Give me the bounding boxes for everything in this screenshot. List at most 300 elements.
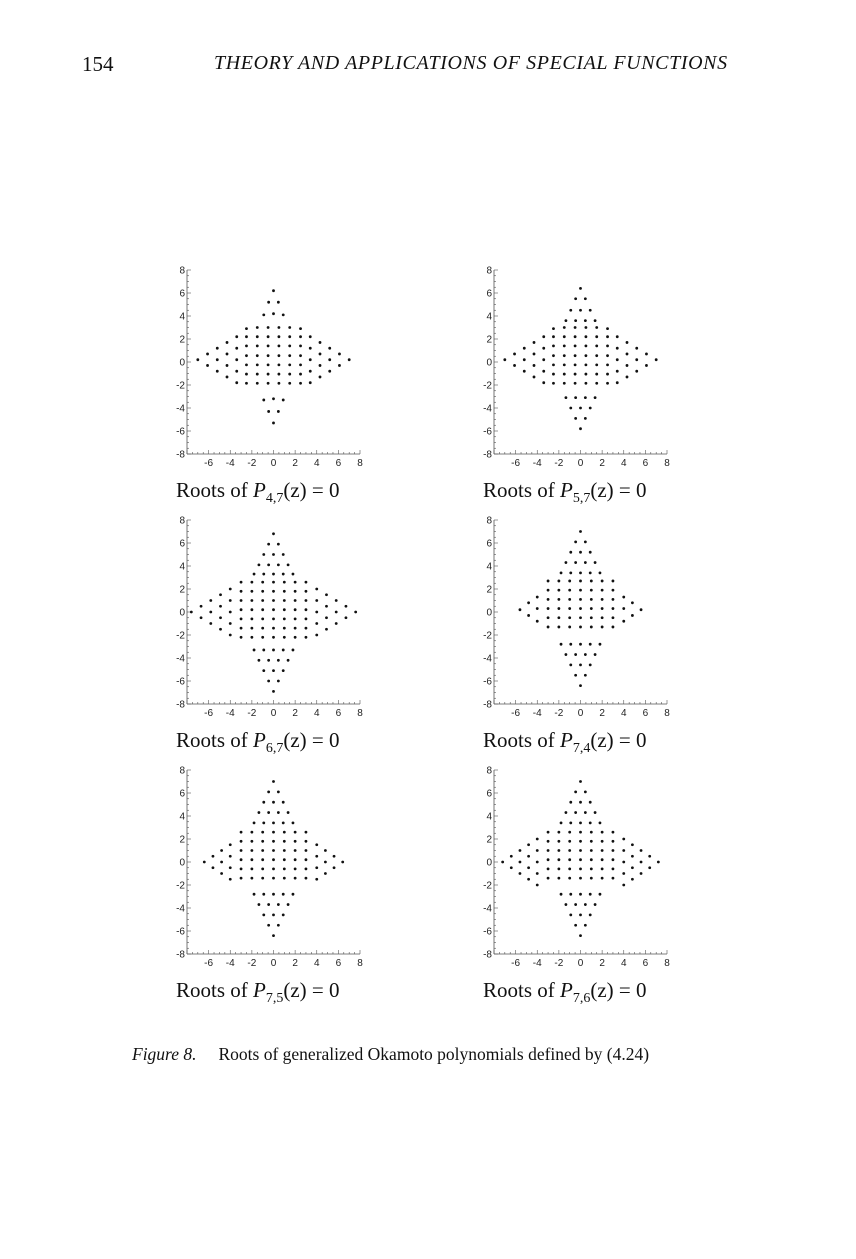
root-point: [315, 622, 318, 625]
root-point: [601, 877, 604, 880]
caption-prefix: Roots of: [176, 978, 254, 1002]
root-point: [278, 373, 281, 376]
root-point: [579, 877, 582, 880]
y-tick-label: 8: [486, 265, 492, 277]
y-tick-label: -2: [483, 380, 492, 392]
x-tick-label: -6: [511, 708, 521, 719]
root-point: [552, 354, 555, 357]
root-point: [262, 553, 265, 556]
root-point: [606, 373, 609, 376]
root-point: [563, 363, 566, 366]
root-point: [272, 532, 275, 535]
root-point: [552, 335, 555, 338]
root-point: [324, 849, 327, 852]
root-point: [579, 607, 582, 610]
root-point: [557, 616, 560, 619]
root-point: [622, 849, 625, 852]
caption-suffix: (z) = 0: [590, 478, 647, 502]
root-point: [288, 326, 291, 329]
root-point: [325, 605, 328, 608]
root-point: [584, 297, 587, 300]
x-tick-label: 8: [357, 958, 363, 969]
root-point: [229, 622, 232, 625]
root-point: [595, 335, 598, 338]
root-point: [345, 605, 348, 608]
root-point: [622, 838, 625, 841]
root-point: [527, 878, 530, 881]
x-tick-label: 0: [577, 708, 584, 719]
root-point: [272, 599, 275, 602]
root-point: [261, 590, 264, 593]
root-point: [519, 608, 522, 611]
root-point: [272, 581, 275, 584]
root-point: [574, 674, 577, 677]
root-point: [590, 877, 593, 880]
root-point: [229, 611, 232, 614]
x-tick-label: 0: [577, 958, 584, 969]
root-point: [622, 884, 625, 887]
root-point: [226, 341, 229, 344]
root-point: [547, 580, 550, 583]
root-point: [262, 399, 265, 402]
root-point: [292, 893, 295, 896]
root-point: [657, 861, 660, 864]
root-point: [212, 866, 215, 869]
root-point: [324, 872, 327, 875]
root-point: [579, 616, 582, 619]
root-point: [288, 363, 291, 366]
root-point: [574, 354, 577, 357]
root-point: [267, 335, 270, 338]
root-point: [648, 855, 651, 858]
root-point: [309, 347, 312, 350]
root-point: [277, 903, 280, 906]
root-point: [240, 858, 243, 861]
root-point: [272, 831, 275, 834]
x-tick-label: 0: [270, 958, 277, 969]
root-point: [569, 643, 572, 646]
root-point: [547, 858, 550, 861]
root-point: [278, 345, 281, 348]
root-point: [272, 840, 275, 843]
root-point: [601, 580, 604, 583]
x-tick-label: 0: [270, 458, 277, 469]
root-point: [250, 868, 253, 871]
root-point: [542, 358, 545, 361]
root-point: [557, 849, 560, 852]
root-point: [335, 611, 338, 614]
root-point: [589, 572, 592, 575]
root-point: [282, 313, 285, 316]
caption-suffix: (z) = 0: [590, 978, 647, 1002]
y-tick-label: 8: [179, 765, 185, 777]
caption-symbol: P: [253, 478, 266, 502]
root-point: [589, 551, 592, 554]
root-point: [523, 347, 526, 350]
x-tick-label: 2: [599, 708, 605, 719]
y-tick-label: -4: [483, 653, 492, 665]
root-point: [261, 868, 264, 871]
y-tick-label: -6: [483, 676, 492, 688]
root-point: [574, 653, 577, 656]
root-point: [256, 326, 259, 329]
root-point: [513, 364, 516, 367]
caption-prefix: Roots of: [176, 478, 254, 502]
root-point: [568, 849, 571, 852]
root-point: [262, 822, 265, 825]
root-point: [579, 309, 582, 312]
root-point: [590, 868, 593, 871]
root-point: [606, 363, 609, 366]
root-point: [261, 599, 264, 602]
scatter-plot: [479, 765, 679, 970]
root-point: [258, 563, 261, 566]
root-point: [640, 849, 643, 852]
root-point: [612, 580, 615, 583]
root-point: [277, 680, 280, 683]
root-point: [283, 599, 286, 602]
x-tick-label: 4: [620, 708, 627, 719]
root-point: [299, 373, 302, 376]
caption-prefix: Roots of: [176, 728, 254, 752]
root-point: [557, 607, 560, 610]
root-point: [220, 861, 223, 864]
y-tick-label: 0: [486, 607, 492, 619]
root-point: [547, 616, 550, 619]
caption-subscript: 6,7: [265, 741, 284, 757]
root-point: [272, 822, 275, 825]
root-point: [584, 417, 587, 420]
chart-caption: [176, 478, 340, 507]
x-tick-label: 6: [335, 708, 342, 719]
root-point: [272, 858, 275, 861]
root-point: [338, 364, 341, 367]
y-tick-label: -2: [483, 630, 492, 642]
root-point: [262, 669, 265, 672]
root-point: [335, 599, 338, 602]
root-point: [589, 801, 592, 804]
root-point: [560, 822, 563, 825]
root-point: [283, 590, 286, 593]
x-tick-label: 6: [642, 708, 649, 719]
root-point: [579, 868, 582, 871]
root-point: [287, 659, 290, 662]
root-point: [267, 354, 270, 357]
caption-subscript: 7,5: [265, 991, 284, 1007]
root-point: [309, 335, 312, 338]
root-point: [250, 590, 253, 593]
y-tick-label: -4: [176, 653, 185, 665]
caption-symbol: P: [253, 978, 266, 1002]
root-point: [305, 858, 308, 861]
root-point: [315, 611, 318, 614]
root-point: [240, 831, 243, 834]
x-tick-label: 2: [292, 708, 298, 719]
root-point: [584, 924, 587, 927]
y-tick-label: 8: [179, 265, 185, 277]
y-tick-label: 6: [179, 288, 185, 300]
root-point: [584, 811, 587, 814]
root-point: [305, 877, 308, 880]
y-tick-label: -4: [176, 403, 185, 415]
root-point: [283, 858, 286, 861]
root-point: [579, 589, 582, 592]
root-point: [585, 345, 588, 348]
root-point: [250, 581, 253, 584]
root-point: [209, 599, 212, 602]
root-point: [305, 627, 308, 630]
y-tick-label: 2: [179, 334, 185, 346]
x-tick-label: -4: [225, 458, 235, 469]
root-point: [565, 653, 568, 656]
page-number: 154: [82, 52, 114, 76]
root-point: [240, 599, 243, 602]
root-point: [288, 373, 291, 376]
root-point: [267, 680, 270, 683]
root-point: [220, 872, 223, 875]
root-point: [557, 840, 560, 843]
root-point: [240, 627, 243, 630]
root-point: [579, 893, 582, 896]
root-point: [547, 589, 550, 592]
root-point: [245, 327, 248, 330]
y-tick-label: 2: [486, 584, 492, 596]
x-tick-label: -6: [204, 708, 214, 719]
root-point: [527, 601, 530, 604]
root-point: [579, 822, 582, 825]
root-point: [245, 335, 248, 338]
root-point: [568, 616, 571, 619]
root-point: [579, 831, 582, 834]
root-point: [519, 849, 522, 852]
root-point: [283, 849, 286, 852]
root-point: [267, 903, 270, 906]
root-point: [579, 684, 582, 687]
root-point: [574, 811, 577, 814]
root-point: [315, 855, 318, 858]
root-point: [267, 326, 270, 329]
root-point: [557, 831, 560, 834]
root-point: [278, 354, 281, 357]
y-tick-label: 4: [179, 561, 185, 573]
root-point: [568, 877, 571, 880]
root-point: [542, 335, 545, 338]
root-point: [599, 822, 602, 825]
root-point: [319, 364, 322, 367]
root-point: [557, 626, 560, 629]
root-point: [200, 605, 203, 608]
root-point: [594, 561, 597, 564]
x-tick-label: 8: [664, 708, 670, 719]
root-point: [579, 664, 582, 667]
root-point: [552, 327, 555, 330]
root-point: [287, 903, 290, 906]
root-point: [267, 373, 270, 376]
root-point: [574, 924, 577, 927]
root-point: [216, 370, 219, 373]
root-point: [547, 877, 550, 880]
root-point: [635, 358, 638, 361]
root-point: [601, 858, 604, 861]
x-tick-label: -4: [532, 458, 542, 469]
root-point: [315, 866, 318, 869]
root-point: [536, 596, 539, 599]
root-point: [250, 627, 253, 630]
root-point: [262, 801, 265, 804]
root-point: [267, 345, 270, 348]
root-point: [294, 858, 297, 861]
y-tick-label: -4: [483, 403, 492, 415]
root-point: [585, 326, 588, 329]
root-point: [527, 855, 530, 858]
root-point: [626, 353, 629, 356]
root-point: [622, 872, 625, 875]
root-point: [569, 914, 572, 917]
root-point: [536, 861, 539, 864]
root-point: [288, 335, 291, 338]
scatter-plot: [172, 515, 372, 720]
root-point: [278, 363, 281, 366]
root-point: [305, 599, 308, 602]
root-point: [283, 618, 286, 621]
scatter-plot: [172, 265, 372, 470]
root-point: [547, 607, 550, 610]
root-point: [510, 855, 513, 858]
root-point: [235, 370, 238, 373]
root-point: [287, 811, 290, 814]
root-point: [319, 376, 322, 379]
root-point: [574, 335, 577, 338]
y-tick-label: -2: [483, 880, 492, 892]
root-point: [631, 614, 634, 617]
root-point: [272, 397, 275, 400]
root-point: [579, 780, 582, 783]
y-tick-label: -6: [483, 426, 492, 438]
root-point: [309, 381, 312, 384]
root-point: [616, 358, 619, 361]
root-point: [283, 627, 286, 630]
x-tick-label: -6: [511, 458, 521, 469]
root-point: [536, 872, 539, 875]
y-tick-label: -2: [176, 880, 185, 892]
caption-symbol: P: [560, 978, 573, 1002]
root-point: [283, 608, 286, 611]
root-point: [287, 563, 290, 566]
root-point: [258, 811, 261, 814]
root-point: [533, 341, 536, 344]
root-point: [574, 396, 577, 399]
root-point: [261, 877, 264, 880]
root-point: [294, 627, 297, 630]
chart-caption: [483, 728, 647, 757]
root-point: [299, 354, 302, 357]
root-point: [645, 353, 648, 356]
root-point: [229, 866, 232, 869]
x-tick-label: 4: [620, 958, 627, 969]
root-point: [536, 607, 539, 610]
root-point: [557, 877, 560, 880]
chart-caption: [483, 978, 647, 1007]
x-tick-label: -2: [247, 708, 257, 719]
root-point: [579, 840, 582, 843]
y-tick-label: -6: [176, 926, 185, 938]
root-point: [612, 607, 615, 610]
root-point: [325, 628, 328, 631]
y-tick-label: 4: [486, 311, 492, 323]
root-point: [319, 341, 322, 344]
x-tick-label: 2: [599, 458, 605, 469]
root-point: [574, 540, 577, 543]
figure-label: Figure 8.: [132, 1044, 197, 1064]
root-point: [272, 590, 275, 593]
root-point: [319, 353, 322, 356]
root-point: [569, 822, 572, 825]
figure-caption-text: Roots of generalized Okamoto polynomials defined by (4.24): [218, 1044, 650, 1064]
root-point: [565, 561, 568, 564]
root-point: [272, 312, 275, 315]
root-point: [267, 382, 270, 385]
root-point: [278, 326, 281, 329]
root-point: [527, 843, 530, 846]
root-point: [640, 608, 643, 611]
root-point: [606, 327, 609, 330]
y-tick-label: 6: [486, 288, 492, 300]
root-point: [262, 914, 265, 917]
root-point: [527, 614, 530, 617]
root-point: [579, 598, 582, 601]
root-point: [283, 877, 286, 880]
root-point: [292, 649, 295, 652]
root-point: [533, 364, 536, 367]
root-point: [557, 589, 560, 592]
root-point: [341, 861, 344, 864]
root-point: [568, 607, 571, 610]
root-point: [240, 590, 243, 593]
root-point: [250, 636, 253, 639]
root-point: [261, 627, 264, 630]
root-point: [282, 399, 285, 402]
caption-subscript: 5,7: [572, 491, 591, 507]
root-point: [229, 843, 232, 846]
x-tick-label: -2: [554, 708, 564, 719]
root-point: [283, 831, 286, 834]
root-point: [568, 868, 571, 871]
root-point: [585, 354, 588, 357]
root-point: [245, 373, 248, 376]
root-point: [235, 381, 238, 384]
root-point: [256, 363, 259, 366]
root-point: [547, 840, 550, 843]
root-point: [594, 903, 597, 906]
root-point: [240, 581, 243, 584]
root-point: [277, 924, 280, 927]
root-point: [250, 608, 253, 611]
root-point: [262, 893, 265, 896]
root-point: [294, 608, 297, 611]
root-point: [519, 861, 522, 864]
root-point: [267, 543, 270, 546]
root-point: [631, 855, 634, 858]
root-point: [523, 358, 526, 361]
root-point: [552, 373, 555, 376]
root-point: [601, 598, 604, 601]
root-point: [272, 877, 275, 880]
x-tick-label: -2: [247, 958, 257, 969]
root-point: [261, 636, 264, 639]
root-point: [590, 858, 593, 861]
root-point: [612, 589, 615, 592]
root-point: [262, 649, 265, 652]
